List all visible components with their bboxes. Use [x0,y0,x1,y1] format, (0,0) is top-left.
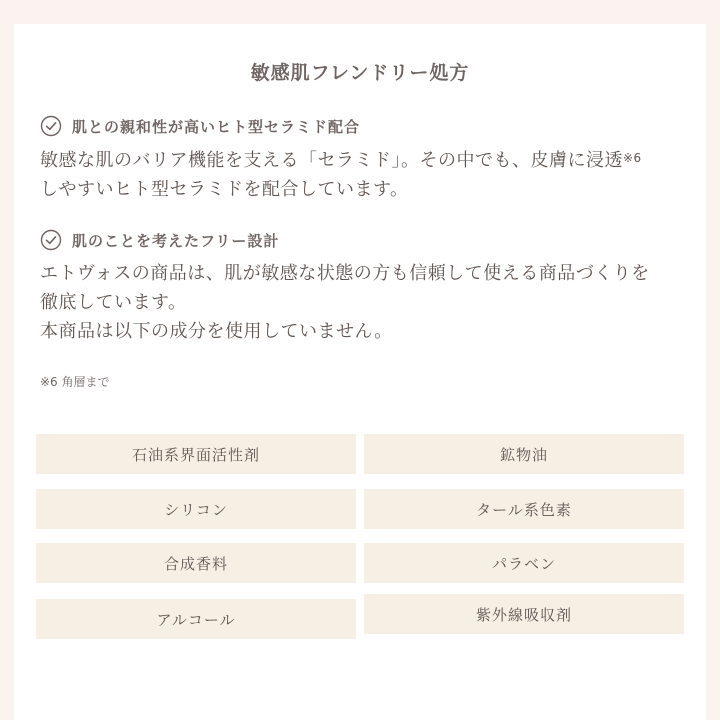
description-line [40,146,700,175]
description-line: 本商品は以下の成分を使用していません。 [40,321,393,342]
feature-description-free-design [40,259,700,346]
section-title: 敏感肌フレンドリー処方 [250,62,470,84]
footnote: ※6 角層まで [40,375,110,389]
ingredient-chip: 石油系界面活性剤 [36,434,356,474]
ingredient-chip: タール系色素 [364,489,684,529]
description-line: しやすいヒト型セラミドを配合しています。 [40,179,409,200]
ingredient-chip: シリコン [36,489,356,529]
footnote-marker: ※6 [623,151,642,165]
check-circle-icon [40,115,62,137]
feature-description-ceramide [40,146,700,204]
feature-heading-free-design [40,229,279,251]
feature-heading-text: 肌との親和性が高いヒト型セラミド配合 [72,117,361,136]
feature-heading-ceramide [40,115,360,137]
description-line: エトヴォスの商品は、肌が敏感な状態の方も信頼して使える商品づくりを [40,263,650,284]
description-text: 敏感な肌のバリア機能を支える「セラミド」。その中でも、皮膚に浸透 [40,150,623,171]
feature-heading-text: 肌のことを考えたフリー設計 [72,231,280,250]
ingredient-chip: 紫外線吸収剤 [364,594,684,634]
ingredient-chip: パラベン [364,543,684,583]
ingredient-chip: 合成香料 [36,543,356,583]
ingredient-chip: アルコール [36,599,356,639]
check-circle-icon [40,229,62,251]
ingredient-chip: 鉱物油 [364,434,684,474]
description-line: 徹底しています。 [40,292,187,313]
